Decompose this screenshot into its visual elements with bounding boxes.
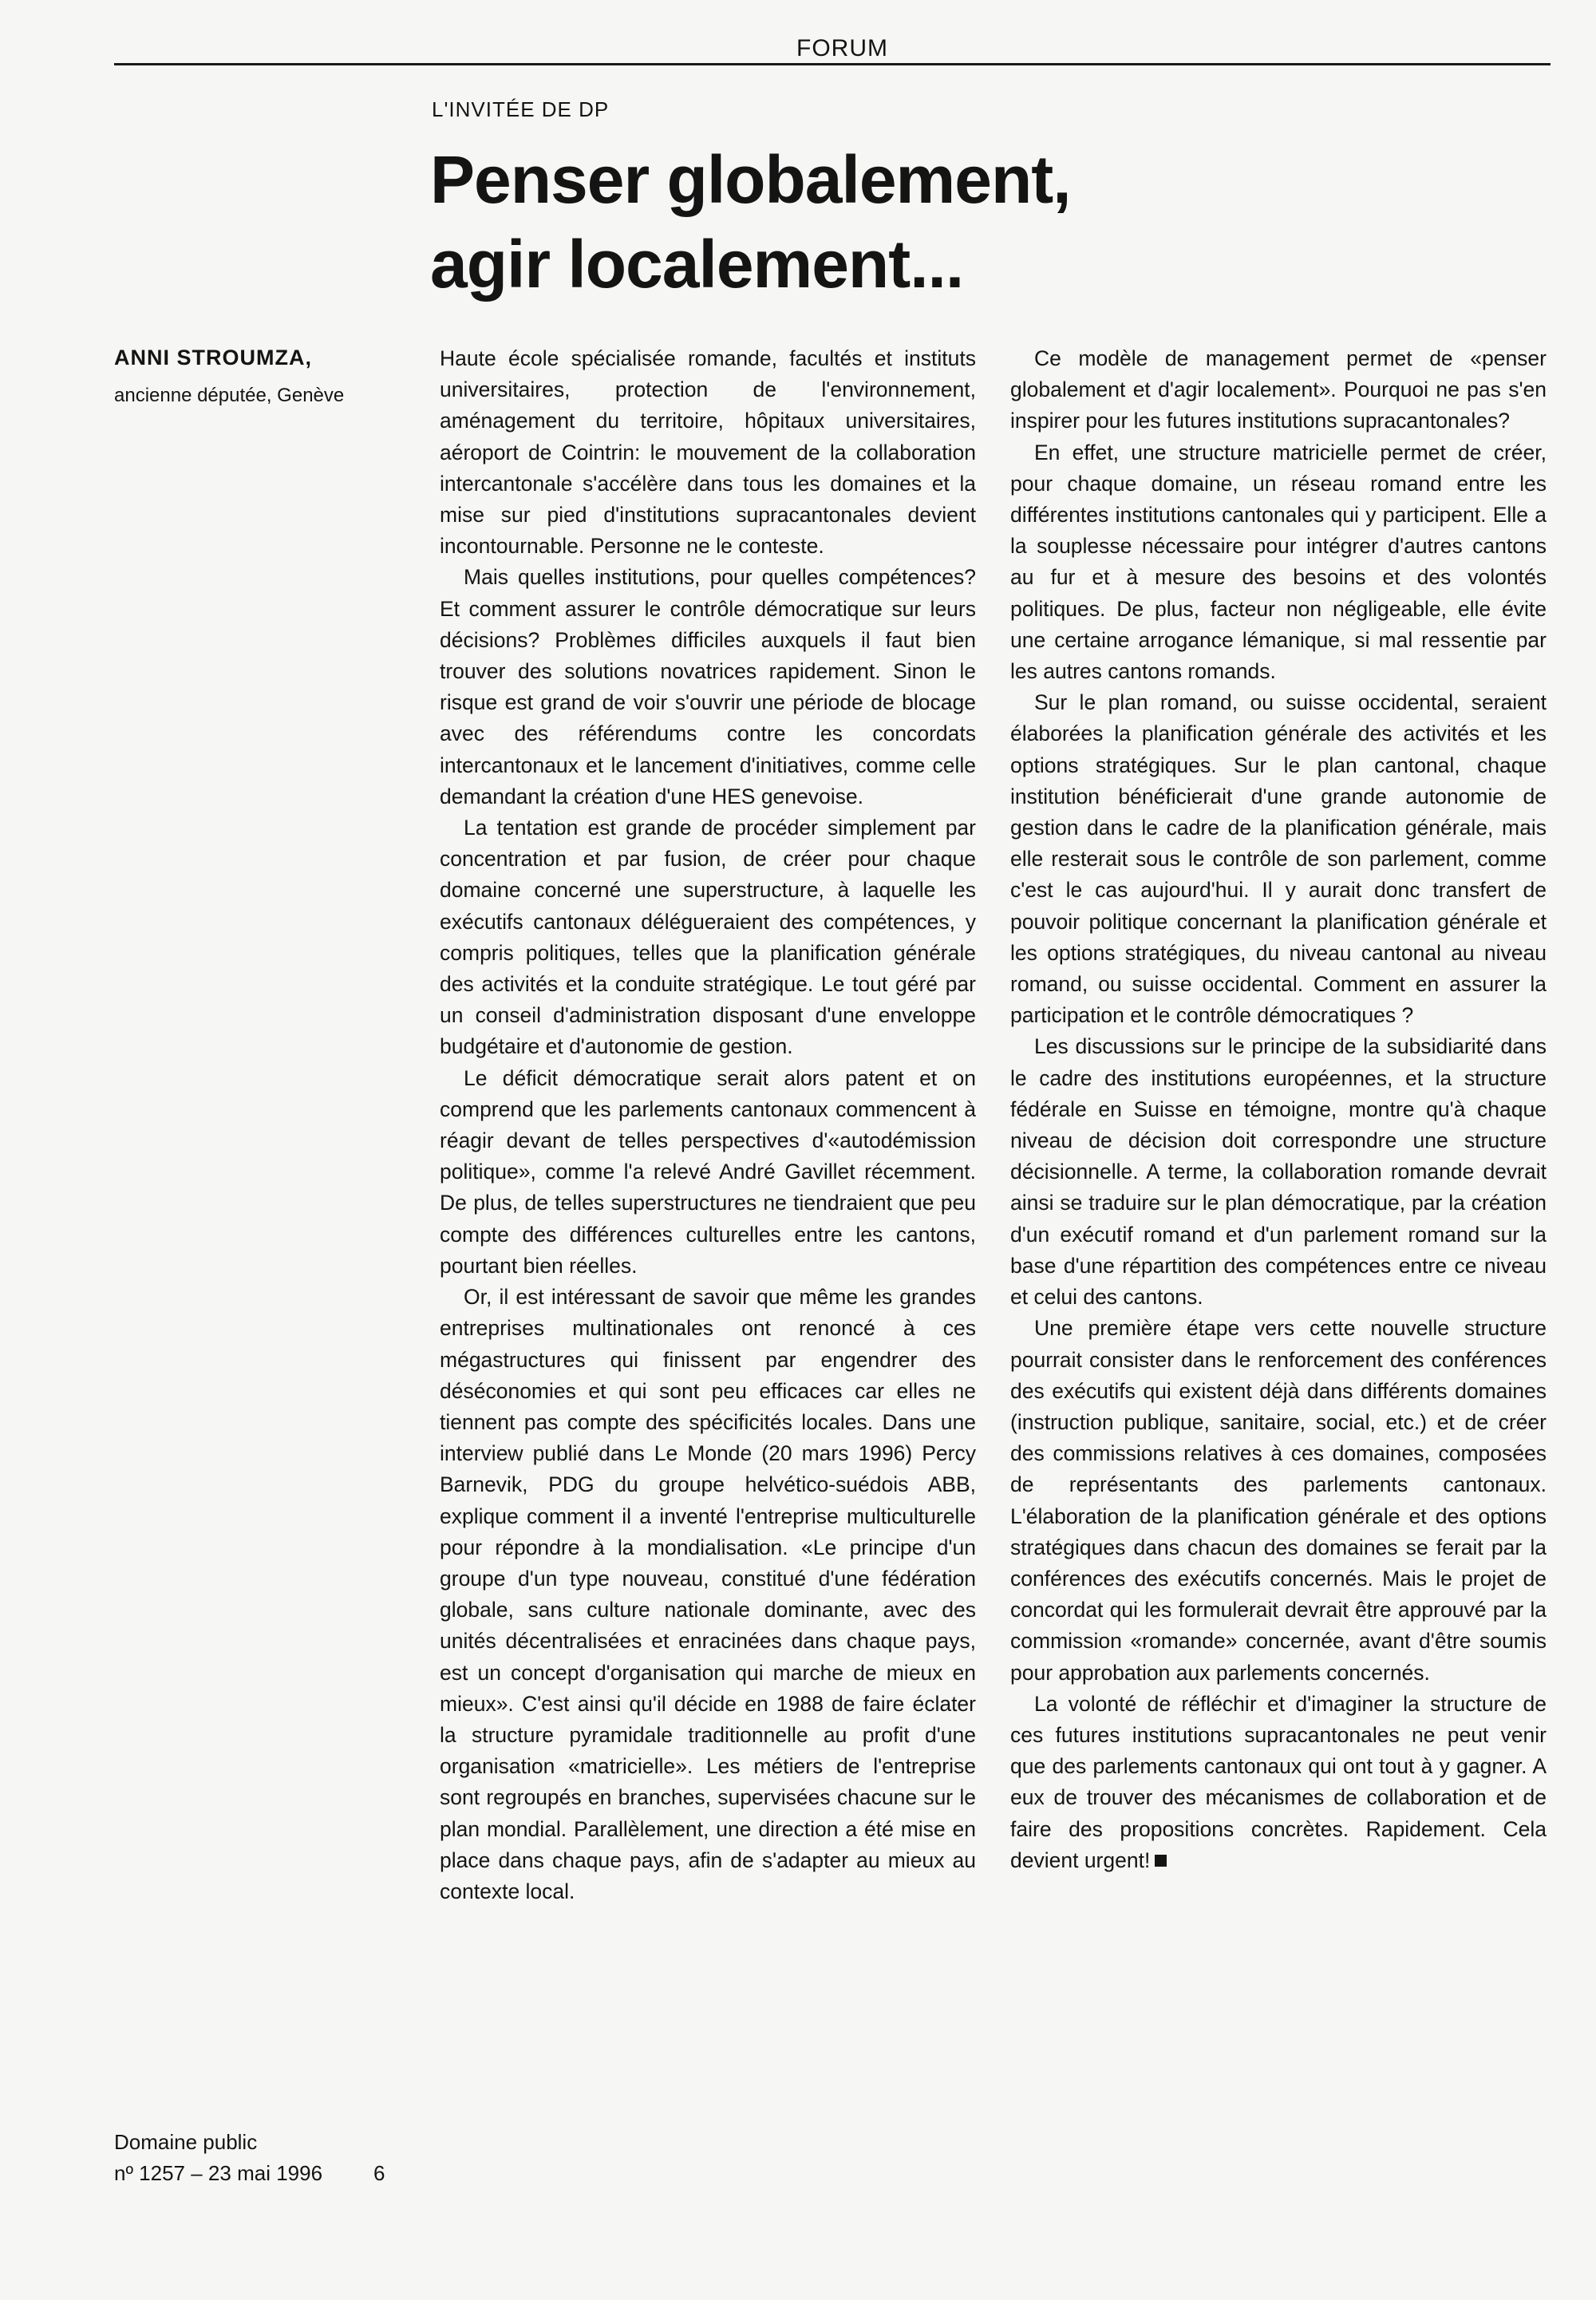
article-column-1 (440, 343, 976, 1907)
kicker: L'INVITÉE DE DP (432, 97, 610, 121)
author-name: ANNI STROUMZA, (114, 346, 312, 370)
paragraph: Le déficit démocratique serait alors patent et on comprend que les parlements cantonaux commencent à réagir devant de telles perspectives d'«autodémission politique», comme l'a relevé André Gavillet récemment. De plus, de telles superstructures ne tiendraient que peu compte des différences culturelles entre les cantons, pourtant bien réelles. (440, 1065, 976, 1278)
header-rule (114, 63, 1551, 65)
footer-publication: Domaine public (114, 2130, 258, 2154)
headline (430, 137, 1308, 306)
paragraph: Sur le plan romand, ou suisse occidental, seraient élaborées la planification générale des activités et les options stratégiques. Sur le plan cantonal, chaque institution bénéficierait d'une grande autonomie de gestion dans le cadre de la planification générale, mais elle resterait sous le contrôle de son parlement, comme c'est le cas aujourd'hui. Il y aurait donc transfert de pouvoir politique concernant la planification générale et les options stratégiques, du niveau cantonal au niveau romand, ou suisse occidental. Comment en assurer la participation et le contrôle démocratiques ? (1010, 690, 1547, 1028)
paragraph-last (1010, 1689, 1547, 1876)
section-label: FORUM (793, 35, 891, 62)
article-column-2 (1010, 343, 1547, 1876)
paragraph-last-text: La volonté de réfléchir et d'imaginer la structure de ces futures institutions supracantonales ne peut venir que des parlements cantonaux qui ont tout à y gagner. A eux de trouver des mécanismes de collaboration et de faire des propositions concrètes. Rapidement. Cela devient urgent! (1010, 1691, 1547, 1872)
paragraph: Les discussions sur le principe de la subsidiarité dans le cadre des institutions européennes, et la structure fédérale en Suisse en témoigne, montre qu'à chaque niveau de décision doit correspondre une structure décisionnelle. A terme, la collaboration romande devrait ainsi se traduire sur le plan démocratique, par la création d'un exécutif romand et d'un parlement romand sur la base d'une répartition des compétences entre ce niveau et celui des cantons. (1010, 1034, 1547, 1310)
headline-line-2: agir localement... (430, 227, 964, 302)
paragraph: Ce modèle de management permet de «penser globalement et d'agir localement». Pourquoi ne pas s'en inspirer pour les futures institutions supracantonales? (1010, 346, 1547, 433)
paragraph: En effet, une structure matricielle permet de créer, pour chaque domaine, un réseau romand entre les différentes institutions cantonales qui y participent. Elle a la souplesse nécessaire pour intégrer d'autres cantons au fur et à mesure des besoins et des volontés politiques. De plus, facteur non négligeable, elle évite une certaine arrogance lémanique, si mal ressentie par les autres cantons romands. (1010, 440, 1547, 684)
paragraph: Haute école spécialisée romande, facultés et instituts universitaires, protection de l'environnement, aménagement du territoire, hôpitaux universitaires, aéroport de Cointrin: le mouvement de la collaboration intercantonale s'accélère dans tous les domaines et la mise sur pied d'institutions supracantonales devient incontournable. Personne ne le conteste. (440, 346, 976, 559)
headline-line-1: Penser globalement, (430, 142, 1071, 217)
paragraph: Or, il est intéressant de savoir que même les grandes entreprises multinationales ont renoncé à ces mégastructures qui finissent par engendrer des déséconomies et qui sont peu efficaces car elles ne tiennent pas compte des spécificités locales. Dans une interview publié dans Le Monde (20 mars 1996) Percy Barnevik, PDG du groupe helvético-suédois ABB, explique comment il a inventé l'entreprise multiculturelle pour répondre à la mondialisation. «Le principe d'un groupe d'un type nouveau, constitué d'une fédération globale, sans culture nationale dominante, avec des unités décentralisées et enracinées dans chaque pays, est un concept d'organisation qui marche de mieux en mieux». C'est ainsi qu'il décide en 1988 de faire éclater la structure pyramidale traditionnelle au profit d'une organisation «matricielle». Les métiers de l'entreprise sont regroupés en branches, supervisées chacune sur le plan mondial. Parallèlement, une direction a été mise en place dans chaque pays, afin de s'adapter au mieux au contexte local. (440, 1285, 976, 1903)
paragraph: Une première étape vers cette nouvelle structure pourrait consister dans le renforcement des conférences des exécutifs qui existent déjà dans différents domaines (instruction publique, sanitaire, social, etc.) et de créer des commissions relatives à ces domaines, composées de représentants des parlements cantonaux. L'élaboration de la planification générale et des options stratégiques dans chacun des domaines se ferait par la conférences des exécutifs concernés. Mais le projet de concordat qui les formulerait devrait être approuvé par la commission «romande» concernée, avant d'être soumis pour approbation aux parlements concernés. (1010, 1316, 1547, 1685)
author-role: ancienne députée, Genève (114, 385, 345, 406)
paragraph: Mais quelles institutions, pour quelles compétences? Et comment assurer le contrôle démocratique sur leurs décisions? Problèmes difficiles auxquels il faut bien trouver des solutions novatrices rapidement. Sinon le risque est grand de voir s'ouvrir une période de blocage avec des référendums contre les concordats intercantonaux et le lancement d'initiatives, comme celle demandant la création d'une HES genevoise. (440, 565, 976, 808)
paragraph: La tentation est grande de procéder simplement par concentration et par fusion, de créer pour chaque domaine concerné une superstructure, à laquelle les exécutifs cantonaux délégueraient des compétences, y compris politiques, telles que la planification générale des activités et la conduite stratégique. Le tout géré par un conseil d'administration disposant d'une enveloppe budgétaire et d'autonomie de gestion. (440, 816, 976, 1059)
footer-page-number: 6 (373, 2161, 385, 2185)
footer-issue: nº 1257 – 23 mai 1996 (114, 2161, 323, 2185)
end-mark-icon (1155, 1855, 1167, 1867)
